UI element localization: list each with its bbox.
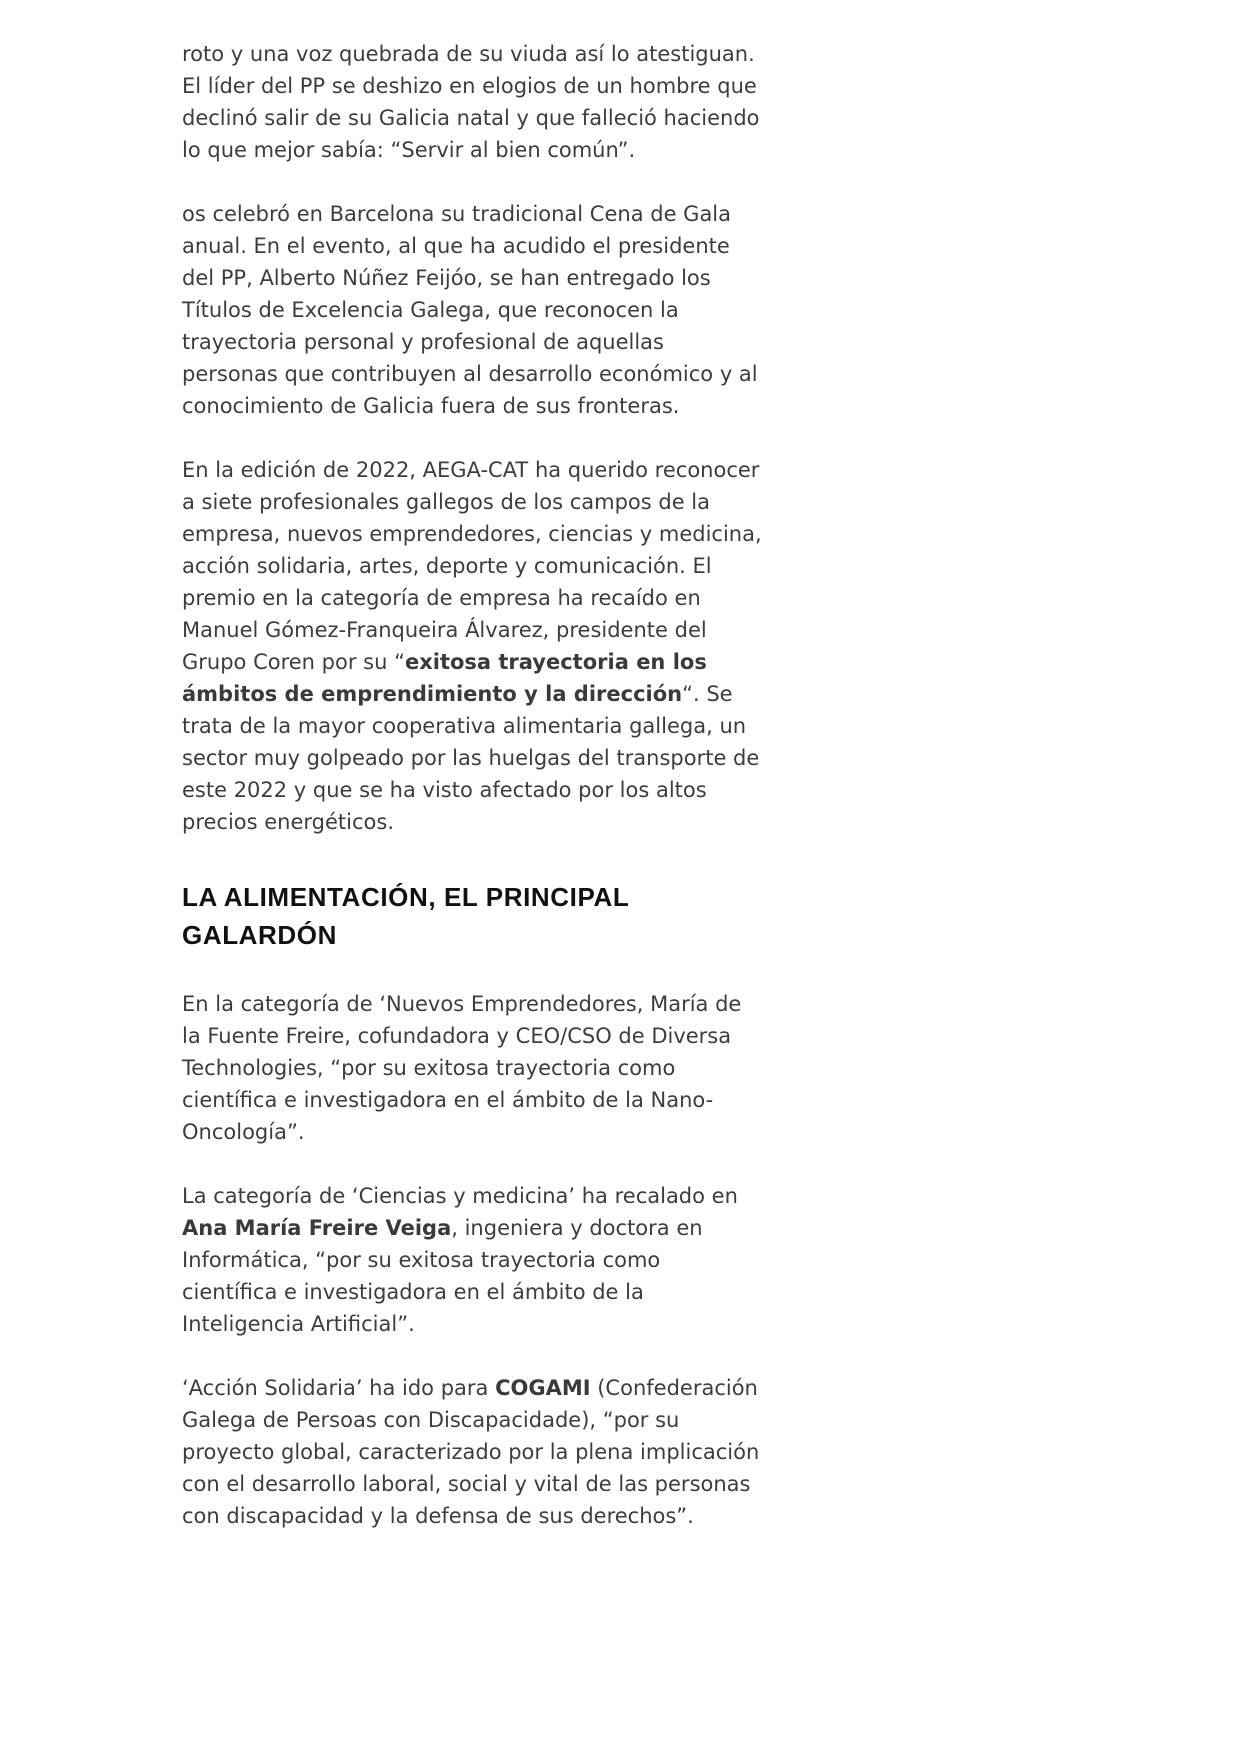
paragraph-ciencias-medicina-text-before: La categoría de ‘Ciencias y medicina’ ha recalado en (182, 1184, 738, 1208)
paragraph-cena-de-gala-text: os celebró en Barcelona su tradicional Cena de Gala anual. En el evento, al que ha acudido el presidente del PP, Alberto Núñez Feijóo, se han entregado los Títulos de Excelencia Galega, que reconocen la trayectoria personal y profesional de aquellas personas que contribuyen al desarrollo económico y al conocimiento de Galicia fuera de sus fronteras. (182, 202, 758, 418)
section-heading: LA ALIMENTACIÓN, EL PRINCIPAL GALARDÓN (182, 882, 629, 950)
article-body (182, 38, 762, 1564)
paragraph-edicion-2022-text-before: En la edición de 2022, AEGA-CAT ha querido reconocer a siete profesionales gallegos de los campos de la empresa, nuevos emprendedores, ciencias y medicina, acción solidaria, artes, deporte y comunicación. El premio en la categoría de empresa ha recaído en Manuel Gómez-Franqueira Álvarez, presidente del Grupo Coren por su “ (182, 458, 762, 674)
paragraph-nuevos-emprendedores-text: En la categoría de ‘Nuevos Emprendedores, María de la Fuente Freire, cofundadora y CEO/CSO de Diversa Technologies, “por su exitosa trayectoria como científica e investigadora en el ámbito de la Nano-Oncología”. (182, 992, 742, 1144)
paragraph-ciencias-medicina-text-after: , ingeniera y doctora en Informática, “por su exitosa trayectoria como científica e investigadora en el ámbito de la Inteligencia Artificial”. (182, 1216, 703, 1336)
paragraph-nuevos-emprendedores (182, 988, 762, 1148)
paragraph-ciencias-medicina (182, 1180, 762, 1340)
paragraph-edicion-2022 (182, 454, 762, 838)
paragraph-ciencias-medicina-bold: Ana María Freire Veiga (182, 1216, 452, 1240)
paragraph-accion-solidaria-text-before: ‘Acción Solidaria’ ha ido para (182, 1376, 496, 1400)
paragraph-edicion-2022-bold: exitosa trayectoria en los ámbitos de emprendimiento y la dirección (182, 650, 707, 706)
paragraph-edicion-2022-text-after: “. Se trata de la mayor cooperativa alimentaria gallega, un sector muy golpeado por las huelgas del transporte de este 2022 y que se ha visto afectado por los altos precios energéticos. (182, 682, 760, 834)
paragraph-accion-solidaria-bold: COGAMI (495, 1376, 591, 1400)
paragraph-viuda-text: roto y una voz quebrada de su viuda así lo atestiguan. El líder del PP se deshizo en elogios de un hombre que declinó salir de su Galicia natal y que falleció haciendo lo que mejor sabía: “Servir al bien común”. (182, 42, 760, 162)
paragraph-accion-solidaria (182, 1372, 762, 1532)
paragraph-accion-solidaria-text-after: (Confederación Galega de Persoas con Discapacidade), “por su proyecto global, caracterizado por la plena implicación con el desarrollo laboral, social y vital de las personas con discapacidad y la defensa de sus derechos”. (182, 1376, 760, 1528)
paragraph-viuda (182, 38, 762, 166)
paragraph-cena-de-gala (182, 198, 762, 422)
